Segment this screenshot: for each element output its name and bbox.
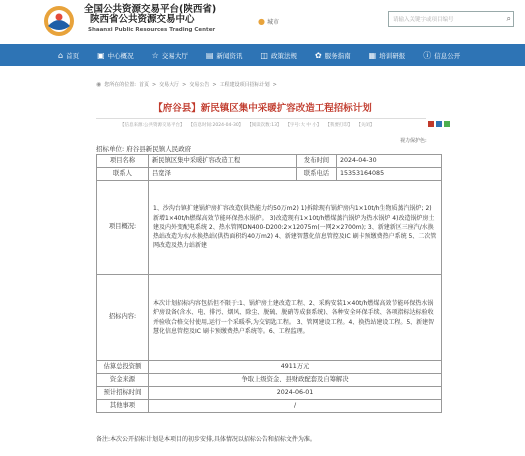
- nav-item-training[interactable]: [369, 51, 406, 60]
- table-cell-label: 项目名称: [97, 155, 149, 168]
- plan-table: [96, 154, 442, 413]
- table-cell-label: 联系人: [97, 168, 149, 181]
- search-input[interactable]: [388, 11, 514, 27]
- table-cell-label: 项目概况:: [97, 181, 149, 275]
- nav-label: 首页: [66, 51, 80, 60]
- location-pin-icon: ●: [258, 17, 265, 26]
- share-icons: [428, 121, 450, 127]
- star-icon: ☆: [151, 50, 159, 60]
- table-cell-value: 吕宽泽: [149, 168, 297, 181]
- news-icon: ▤: [205, 50, 214, 60]
- table-row: [97, 361, 442, 374]
- search-icon[interactable]: ⌕: [506, 14, 511, 23]
- nav-label: 信息公开: [434, 51, 461, 60]
- breadcrumb: [96, 81, 277, 88]
- table-cell-value: 2024-04-30: [337, 155, 442, 168]
- nav-item-policy[interactable]: [260, 51, 297, 60]
- table-cell-label: 资金来源: [97, 374, 149, 387]
- table-cell-label: 发布时间: [297, 155, 337, 168]
- nav-item-trading[interactable]: [152, 51, 188, 60]
- table-cell-value: 15353164085: [337, 168, 442, 181]
- share-weibo-icon[interactable]: [428, 121, 434, 127]
- site-title-line1: 全国公共资源交易平台(陕西省): [84, 4, 217, 15]
- table-cell-value: /: [149, 400, 442, 413]
- page-title: 【府谷县】新民镇区集中采暖扩容改造工程招标计划: [153, 103, 372, 114]
- table-row: [97, 181, 442, 275]
- site-header: [0, 0, 525, 44]
- eye-protection-label[interactable]: 视力保护色:: [400, 138, 427, 144]
- table-row: [97, 168, 442, 181]
- table-cell-value: 新民镇区集中采暖扩容改造工程: [149, 155, 297, 168]
- home-icon: ⌂: [58, 50, 64, 60]
- nav-label: 政策法规: [270, 51, 297, 60]
- breadcrumb-item[interactable]: 工程建设项目招标计划: [219, 82, 270, 88]
- share-wechat-icon[interactable]: [444, 121, 450, 127]
- nav-item-news[interactable]: [206, 51, 243, 60]
- table-cell-label: 联系电话: [297, 168, 337, 181]
- site-title-english: Shaanxi Public Resources Trading Center: [88, 26, 216, 33]
- location-icon: ◉: [96, 81, 102, 88]
- meta-views: 【阅读次数:13】: [247, 123, 282, 128]
- nav-item-info[interactable]: [423, 50, 460, 61]
- city-selector[interactable]: [258, 17, 279, 26]
- table-cell-value: 1、沙沟台镇扩建锅炉房扩容改造(供热能力约50万m2) 1)拆除现有锅炉房内1×10t/h生物质蒸汽锅炉; 2)新增1×40t/h燃煤高效节能环保热水锅炉。 3)改造现有1×10t/h燃煤蒸汽锅炉为热水锅炉 4)改造锅炉房土建及内外变配电系统 2、热水管网DN400-D200:2×12075m(一网2×2700m); 3、新建新区三座汽/水换热站改造为水/水换热站(供热面积约40万m2) 4、新建智慧化信息管控及IC 刷卡预缴费热户系统 5、二次管网改造及热力站新建: [149, 181, 442, 275]
- breadcrumb-prefix: 您所在的位置:: [104, 82, 136, 88]
- table-cell-value: 2024-06-01: [149, 387, 442, 400]
- breadcrumb-item[interactable]: 交易公告: [189, 82, 210, 88]
- table-cell-label: 估算总投资额: [97, 361, 149, 374]
- table-cell-label: 招标内容:: [97, 275, 149, 361]
- tender-unit: 招标单位: 府谷县新民镇人民政府: [96, 145, 192, 153]
- divider: [96, 118, 426, 119]
- nav-label: 服务指南: [324, 51, 351, 60]
- nav-label: 交易大厅: [161, 51, 188, 60]
- close-link[interactable]: 【关闭】: [356, 123, 375, 128]
- main-nav: [0, 44, 525, 66]
- breadcrumb-sep: >: [151, 81, 157, 88]
- article-meta: [120, 122, 374, 128]
- nav-label: 中心概况: [107, 51, 134, 60]
- breadcrumb-sep: >: [212, 81, 217, 88]
- building-icon: ▣: [97, 50, 105, 60]
- table-cell-value: 4911万元: [149, 361, 442, 374]
- meta-font-size[interactable]: 【字号:大 中 小】: [285, 123, 322, 128]
- nav-item-guide[interactable]: [315, 51, 351, 60]
- table-cell-value: 本次计划招标内容包括但不限于:1、锅炉房土建改造工程、2、采购安装1×40t/h燃煤高效节能环保热水锅炉房设备(含水、电、排污、烟风、除尘、脱硫、脱硝等成套系统)、各种安全环保手续、各项指标达标验收并验收合格交付使用,运行一个采暖季,为交钥匙工程。 3、管网建设工程。4、换热站建设工程。5、新建智慧化信息管控及IC 刷卡预缴费热户系统等。6、工程监理。: [149, 275, 442, 361]
- site-title-line2: 陕西省公共资源交易中心: [90, 14, 195, 26]
- search-placeholder: 请输入关键字或项目编号: [393, 17, 454, 23]
- meta-time: 【信息时间:2024-04-30】: [188, 123, 244, 128]
- nav-label: 培训研报: [379, 51, 406, 60]
- share-qq-icon[interactable]: [436, 121, 442, 127]
- breadcrumb-item[interactable]: 交易大厅: [159, 82, 180, 88]
- table-row: [97, 275, 442, 361]
- table-row: [97, 374, 442, 387]
- table-cell-label: 预计招标时间: [97, 387, 149, 400]
- print-link[interactable]: 【我要打印】: [325, 123, 353, 128]
- meta-source: 【信息来源:公共资源交易平台】: [120, 123, 185, 128]
- breadcrumb-sep: >: [272, 81, 277, 88]
- nav-item-about[interactable]: [97, 51, 134, 60]
- nav-label: 新闻资讯: [216, 51, 243, 60]
- breadcrumb-sep: >: [182, 81, 187, 88]
- site-title: [84, 5, 216, 33]
- table-row: [97, 400, 442, 413]
- logo-icon[interactable]: [42, 4, 76, 38]
- table-row: [97, 155, 442, 168]
- table-cell-label: 其他事项: [97, 400, 149, 413]
- footnote: 备注:本次公开招标计划是本项目的初步安排,具体情况以招标公告和招标文件为准。: [96, 436, 316, 443]
- document-icon: ▦: [368, 50, 377, 60]
- city-label: 城市: [266, 19, 279, 26]
- gear-icon: ✿: [314, 50, 322, 60]
- table-cell-value: 争取上级资金、县财政配套及自筹解决: [149, 374, 442, 387]
- info-icon: ⓘ: [423, 50, 432, 60]
- table-row: [97, 387, 442, 400]
- breadcrumb-item[interactable]: 首页: [138, 82, 149, 88]
- book-icon: ◫: [260, 50, 268, 60]
- nav-item-home[interactable]: [58, 51, 79, 60]
